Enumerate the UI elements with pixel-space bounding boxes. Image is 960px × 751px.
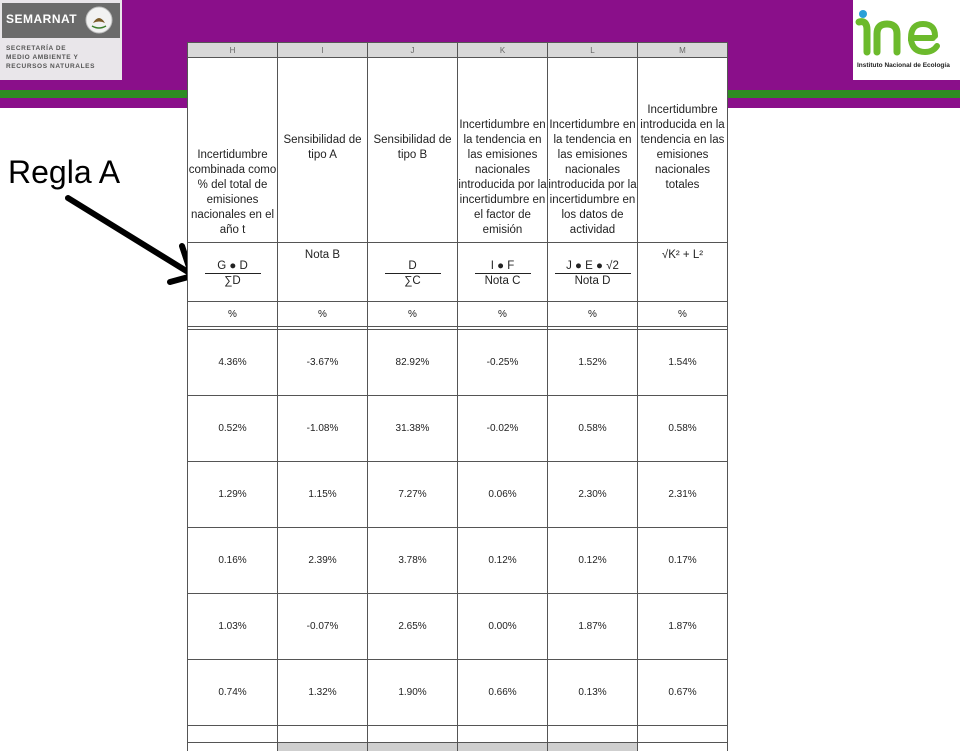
units-row <box>188 302 728 327</box>
table-cell: 0.58% <box>638 396 728 462</box>
column-letter: M <box>638 43 728 58</box>
table-row <box>188 396 728 462</box>
table-cell: 1.29% <box>188 462 278 528</box>
header-cell: Incertidumbre en la tendencia en las emisiones nacionales introducida por la incertidumbre en los datos de actividad <box>548 58 638 243</box>
table-cell: 1.87% <box>638 594 728 660</box>
semarnat-subtitle: SECRETARÍA DE MEDIO AMBIENTE Y RECURSOS NATURALES <box>6 44 95 71</box>
table-cell: 2.30% <box>548 462 638 528</box>
table-row <box>188 594 728 660</box>
regla-label: Regla A <box>8 154 120 191</box>
table-cell: 0.00% <box>458 594 548 660</box>
table-cell: 0.13% <box>548 660 638 726</box>
table-cell: 1.54% <box>638 330 728 396</box>
ine-leaf-icon <box>853 0 960 60</box>
fraction-bar <box>555 273 631 274</box>
fraction-bar <box>475 273 531 274</box>
table-cell: -3.67% <box>278 330 368 396</box>
column-letter: L <box>548 43 638 58</box>
formula-cell <box>278 243 368 302</box>
fraction-bar <box>385 273 441 274</box>
table-cell: 0.17% <box>638 528 728 594</box>
ine-logo <box>853 0 960 80</box>
header-cell: Sensibilidad de tipo B <box>368 58 458 243</box>
table-cell: 1.52% <box>548 330 638 396</box>
table-cell: 1.90% <box>368 660 458 726</box>
column-letter-row <box>188 43 728 58</box>
unit-cell: % <box>638 302 728 327</box>
table-cell: 0.12% <box>458 528 548 594</box>
formula-numerator: D <box>368 258 457 272</box>
table-cell: -1.08% <box>278 396 368 462</box>
table-cell: 3.78% <box>368 528 458 594</box>
formula-denominator: Nota D <box>548 275 637 287</box>
formula-denominator: ∑D <box>188 275 277 287</box>
mexico-seal-icon <box>84 5 114 35</box>
header-cell: Incertidumbre en la tendencia en las emisiones nacionales introducida por la incertidumbre en el factor de emisión <box>458 58 548 243</box>
unit-cell: % <box>188 302 278 327</box>
formula-cell <box>638 243 728 302</box>
table-cell: 0.67% <box>638 660 728 726</box>
ine-caption: Instituto Nacional de Ecología <box>857 62 950 69</box>
table-cell: 1.15% <box>278 462 368 528</box>
table-cell: 1.87% <box>548 594 638 660</box>
header-row <box>188 58 728 243</box>
unit-cell: % <box>548 302 638 327</box>
table-cell: -0.07% <box>278 594 368 660</box>
fraction-bar <box>205 273 261 274</box>
formula-cell <box>458 243 548 302</box>
table-cell: 0.66% <box>458 660 548 726</box>
table-row <box>188 660 728 726</box>
formula-denominator: ∑C <box>368 275 457 287</box>
column-letter: I <box>278 43 368 58</box>
table-cell: 1.32% <box>278 660 368 726</box>
unit-cell: % <box>458 302 548 327</box>
unit-cell: % <box>368 302 458 327</box>
header-cell: Incertidumbre introducida en la tendencia en las emisiones nacionales totales <box>638 58 728 243</box>
table-cell: 31.38% <box>368 396 458 462</box>
table-cell: -0.02% <box>458 396 548 462</box>
table-cell: 2.39% <box>278 528 368 594</box>
uncertainty-table <box>187 42 727 732</box>
formula-numerator: G ● D <box>188 258 277 272</box>
formula-numerator: J ● E ● √2 <box>548 258 637 272</box>
formula-numerator: I ● F <box>458 258 547 272</box>
column-letter: J <box>368 43 458 58</box>
header-cell: Sensibilidad de tipo A <box>278 58 368 243</box>
formula-expression: √K² + L² <box>662 249 703 261</box>
table-cell: 0.12% <box>548 528 638 594</box>
table-cell: 82.92% <box>368 330 458 396</box>
column-letter: H <box>188 43 278 58</box>
formula-cell <box>188 243 278 302</box>
table-row <box>188 330 728 396</box>
formula-denominator: Nota C <box>458 275 547 287</box>
table-cell: 0.58% <box>548 396 638 462</box>
table-cell: 4.36% <box>188 330 278 396</box>
table-cell: -0.25% <box>458 330 548 396</box>
unit-cell: % <box>278 302 368 327</box>
table-cell: 0.52% <box>188 396 278 462</box>
spacer-row <box>188 726 728 743</box>
table-cell: 2.31% <box>638 462 728 528</box>
table-cell: 2.65% <box>368 594 458 660</box>
formula-note: Nota B <box>305 249 340 261</box>
partial-row <box>188 743 728 751</box>
table-row <box>188 462 728 528</box>
table-cell: 0.06% <box>458 462 548 528</box>
table-row <box>188 528 728 594</box>
header-cell: Incertidumbre combinada como % del total de emisiones nacionales en el año t <box>188 58 278 243</box>
table-cell: 0.16% <box>188 528 278 594</box>
column-letter: K <box>458 43 548 58</box>
table-cell: 1.03% <box>188 594 278 660</box>
formula-row <box>188 243 728 302</box>
formula-cell <box>548 243 638 302</box>
table-cell: 7.27% <box>368 462 458 528</box>
semarnat-logo <box>0 0 122 80</box>
table-cell: 0.74% <box>188 660 278 726</box>
semarnat-name: SEMARNAT <box>6 12 77 26</box>
formula-cell <box>368 243 458 302</box>
